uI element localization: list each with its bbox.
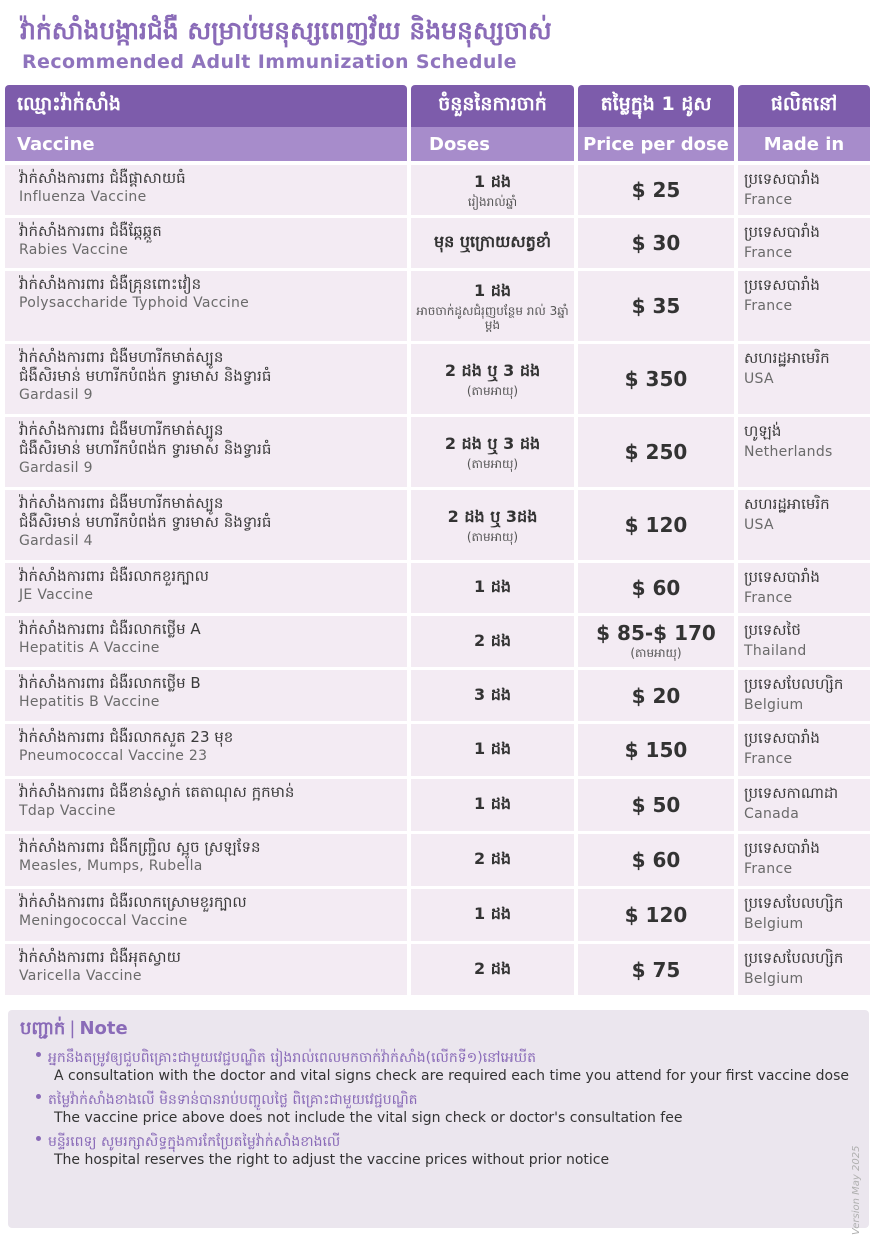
dose-value: 2 ដង ឬ 3 ដង: [444, 434, 541, 453]
made-in-en: France: [744, 861, 793, 877]
vaccine-name-cell: [5, 165, 407, 215]
dose-value: 1 ដង: [473, 904, 511, 923]
vaccine-name-cell: [5, 344, 407, 414]
vaccine-name-km: វ៉ាក់សាំងការពារ ជំងឺមហារីកមាត់ស្បូន: [19, 494, 224, 512]
vaccine-name-km: វ៉ាក់សាំងការពារ ជំងឺឆ្កែឆ្កួត: [19, 222, 162, 240]
vaccine-name-cell: [5, 779, 407, 831]
dose-cell: [411, 944, 574, 995]
made-in-km: ប្រទេសកាណាដា: [744, 784, 839, 802]
header-made-in: Made in: [738, 127, 870, 161]
dose-cell: [411, 344, 574, 414]
made-in-km: ប្រទេសបារាំង: [744, 223, 820, 241]
made-in-cell: [738, 271, 870, 341]
vaccine-name-en: Measles, Mumps, Rubella: [19, 858, 203, 874]
made-in-cell: [738, 417, 870, 487]
vaccine-name-cell: [5, 944, 407, 995]
made-in-km: សហរដ្ឋអាមេរិក: [744, 349, 830, 367]
dose-value: 1 ដង: [473, 577, 511, 596]
made-in-en: Netherlands: [744, 444, 833, 460]
note-box: [8, 1010, 869, 1228]
vaccine-name-en: Hepatitis B Vaccine: [19, 694, 160, 710]
dose-cell: [411, 889, 574, 941]
vaccine-name-en: Polysaccharide Typhoid Vaccine: [19, 295, 250, 311]
bullet-icon: [36, 1136, 41, 1141]
made-in-en: France: [744, 245, 793, 261]
note-item: [20, 1133, 857, 1169]
vaccine-name-en: Meningococcal Vaccine: [19, 913, 188, 929]
vaccine-name-en: Pneumococcal Vaccine 23: [19, 748, 208, 764]
price-value: $ 30: [631, 231, 681, 255]
vaccine-name-km: វ៉ាក់សាំងការពារ ជំងឺមហារីកមាត់ស្បូន: [19, 348, 224, 366]
made-in-km: ហូឡង់: [744, 422, 782, 440]
vaccine-name-cell: [5, 724, 407, 776]
dose-cell: [411, 779, 574, 831]
note-item-en: The vaccine price above does not include the vital sign check or doctor's consultation fee: [54, 1110, 683, 1126]
made-in-en: Thailand: [744, 643, 807, 659]
dose-value: 3 ដង: [473, 684, 511, 704]
table-row: [5, 670, 870, 721]
dose-note: រៀងរាល់ឆ្នាំ: [467, 195, 518, 209]
price-cell: [578, 724, 734, 776]
vaccine-name-km: វ៉ាក់សាំងការពារ ជំងឺរលាកថ្លើម A: [19, 620, 201, 638]
price-cell: [578, 670, 734, 721]
vaccine-name-cell: [5, 218, 407, 268]
made-in-en: Canada: [744, 806, 800, 822]
note-item-km: តម្លៃវ៉ាក់សាំងខាងលើ មិនទាន់បានរាប់បញ្ចូលថ្លៃ ពិគ្រោះជាមួយវេជ្ជបណ្ឌិត: [48, 1092, 418, 1108]
dose-value: 2 ដង ឬ 3 ដង: [444, 361, 541, 380]
dose-note: អាចចាក់ដូសជំរុញបន្ថែម រាល់ 3ឆ្នាំម្តង: [416, 304, 569, 332]
vaccine-name-en: JE Vaccine: [19, 587, 94, 603]
vaccine-name-km: វ៉ាក់សាំងការពារ ជំងឺមហារីកមាត់ស្បូន: [19, 421, 224, 439]
made-in-cell: [738, 670, 870, 721]
dose-note: (តាមអាយុ): [466, 530, 519, 544]
header-vaccine: Vaccine: [5, 127, 407, 161]
header-doses-km: ចំនួននៃការចាក់: [411, 85, 574, 127]
dose-cell: [411, 616, 574, 667]
bullet-icon: [36, 1052, 41, 1057]
dose-value: មុន ឬក្រោយសត្វខាំ: [434, 232, 551, 251]
dose-cell: [411, 218, 574, 268]
vaccine-name-cell: [5, 834, 407, 886]
table-row: [5, 417, 870, 487]
vaccine-name-en: Gardasil 4: [19, 533, 93, 549]
header-made-in-km: ផលិតនៅ: [738, 85, 870, 127]
vaccine-name-en: Gardasil 9: [19, 460, 93, 476]
dose-value: 2 ដង: [473, 958, 511, 978]
dose-value: 1 ដង: [473, 794, 511, 813]
vaccine-name-km: វ៉ាក់សាំងការពារ ជំងឺរលាកសួត 23 មុខ: [19, 728, 234, 746]
vaccine-name-cell: [5, 616, 407, 667]
vaccine-name-km: វ៉ាក់សាំងការពារ ជំងឺអុតស្វាយ: [19, 948, 181, 966]
vaccine-name-cell: [5, 889, 407, 941]
vaccine-name-km-line2: ជំងឺសិរមាន់ មហារីកបំពង់ក ទ្វារមាស និងទ្វារធំ: [19, 367, 272, 385]
made-in-en: USA: [744, 517, 774, 533]
made-in-cell: [738, 724, 870, 776]
price-cell: [578, 834, 734, 886]
note-item-km: មន្ទីរពេទ្យ សូមរក្សាសិទ្ធក្នុងការកែប្រែតម្លៃវ៉ាក់សាំងខាងលើ: [48, 1134, 341, 1150]
dose-cell: [411, 834, 574, 886]
dose-cell: [411, 724, 574, 776]
note-item-en: The hospital reserves the right to adjust the vaccine prices without prior notice: [54, 1152, 610, 1168]
table-body: [5, 165, 870, 995]
price-value: $ 85-$ 170: [596, 620, 716, 645]
vaccine-name-cell: [5, 490, 407, 560]
made-in-km: ប្រទេសបែលហ្សិក: [744, 894, 844, 912]
dose-cell: [411, 563, 574, 613]
vaccine-name-km: វ៉ាក់សាំងការពារ ជំងឺខាន់ស្លាក់ តេតាណុស ក្អកមាន់: [19, 783, 295, 801]
table-row: [5, 344, 870, 414]
made-in-en: Belgium: [744, 971, 804, 987]
dose-value: 1 ដង: [473, 739, 511, 758]
price-cell: [578, 779, 734, 831]
price-cell: [578, 563, 734, 613]
note-title-km: បញ្ជាក់: [20, 1018, 66, 1039]
price-value: $ 35: [631, 294, 681, 318]
note-title-en: Note: [79, 1018, 128, 1039]
price-value: $ 50: [631, 793, 681, 817]
dose-value: 2 ដង: [473, 849, 511, 868]
vaccine-name-km: វ៉ាក់សាំងការពារ ជំងឺកញ្ជ្រិល ស្អូច ស្រឡទែន: [19, 838, 261, 856]
dose-note: (តាមអាយុ): [466, 384, 519, 398]
price-value: $ 60: [631, 576, 681, 600]
made-in-cell: [738, 490, 870, 560]
dose-value: 1 ដង: [473, 172, 511, 191]
price-value: $ 60: [631, 848, 681, 872]
table-row: [5, 889, 870, 941]
bullet-icon: [36, 1094, 41, 1099]
made-in-km: ប្រទេសបារាំង: [744, 170, 820, 188]
vaccine-name-cell: [5, 271, 407, 341]
made-in-cell: [738, 344, 870, 414]
dose-cell: [411, 271, 574, 341]
price-value: $ 120: [624, 513, 688, 537]
vaccine-name-km: វ៉ាក់សាំងការពារ ជំងឺរលាកថ្លើម B: [19, 674, 201, 692]
made-in-km: សហរដ្ឋអាមេរិក: [744, 495, 830, 513]
price-value: $ 350: [624, 367, 688, 391]
made-in-en: France: [744, 751, 793, 767]
price-value: $ 75: [631, 957, 681, 982]
price-cell: [578, 165, 734, 215]
page-title: Recommended Adult Immunization Schedule: [22, 51, 517, 73]
made-in-km: ប្រទេសបារាំង: [744, 568, 820, 586]
made-in-cell: [738, 563, 870, 613]
vaccine-name-en: Tdap Vaccine: [19, 803, 116, 819]
price-value: $ 150: [624, 738, 688, 762]
price-cell: [578, 271, 734, 341]
made-in-cell: [738, 944, 870, 995]
price-value: $ 120: [624, 903, 688, 927]
made-in-km: ប្រទេសបែលហ្សិក: [744, 949, 844, 967]
table-header-english: [5, 127, 870, 161]
vaccine-name-km: វ៉ាក់សាំងការពារ ជំងឺរលាកខួរក្បាល: [19, 567, 209, 585]
made-in-km: ប្រទេសបារាំង: [744, 276, 820, 294]
vaccine-name-km: វ៉ាក់សាំងការពារ ជំងឺគ្រុនពោះវៀន: [19, 275, 202, 293]
vaccine-name-en: Hepatitis A Vaccine: [19, 640, 160, 656]
note-title-separator: |: [69, 1018, 76, 1039]
table-row: [5, 165, 870, 215]
price-value: $ 250: [624, 440, 688, 464]
price-note: (តាមអាយុ): [630, 645, 682, 660]
price-cell: [578, 218, 734, 268]
dose-value: 2 ដង: [473, 630, 511, 650]
made-in-km: ប្រទេសថៃ: [744, 621, 801, 639]
price-cell: [578, 889, 734, 941]
price-cell: [578, 417, 734, 487]
price-cell: [578, 616, 734, 667]
page-title-khmer: វ៉ាក់សាំងបង្ការជំងឺ សម្រាប់មនុស្សពេញវ័យ និងមនុស្សចាស់: [20, 16, 552, 45]
dose-note: (តាមអាយុ): [466, 457, 519, 471]
vaccine-name-en: Influenza Vaccine: [19, 189, 147, 205]
price-cell: [578, 490, 734, 560]
made-in-km: ប្រទេសបារាំង: [744, 729, 820, 747]
version-label: Version May 2025: [851, 1145, 862, 1235]
vaccine-name-en: Rabies Vaccine: [19, 242, 129, 258]
header-price: Price per dose: [578, 127, 734, 161]
vaccine-name-cell: [5, 670, 407, 721]
table-row: [5, 724, 870, 776]
dose-value: 2 ដង ឬ 3ដង: [447, 507, 538, 526]
dose-cell: [411, 165, 574, 215]
vaccine-name-cell: [5, 563, 407, 613]
table-row: [5, 490, 870, 560]
vaccine-name-en: Gardasil 9: [19, 387, 93, 403]
made-in-cell: [738, 616, 870, 667]
note-item-en: A consultation with the doctor and vital signs check are required each time you attend for your first vaccine dose: [54, 1068, 849, 1084]
vaccine-name-km-line2: ជំងឺសិរមាន់ មហារីកបំពង់ក ទ្វារមាស និងទ្វារធំ: [19, 440, 272, 458]
price-cell: [578, 344, 734, 414]
vaccine-name-en: Varicella Vaccine: [19, 968, 142, 984]
made-in-km: ប្រទេសបារាំង: [744, 839, 820, 857]
made-in-en: France: [744, 298, 793, 314]
header-vaccine-km: ឈ្មោះវ៉ាក់សាំង: [5, 85, 407, 127]
table-row: [5, 218, 870, 268]
table-row: [5, 616, 870, 667]
price-value: $ 20: [631, 683, 681, 708]
vaccine-name-cell: [5, 417, 407, 487]
note-item-km: អ្នកនឹងតម្រូវឲ្យជួបពិគ្រោះជាមួយវេជ្ជបណ្ឌិត រៀងរាល់ពេលមកចាក់វ៉ាក់សាំង(លើកទី១)នៅអេឃីត: [48, 1050, 537, 1066]
table-row: [5, 271, 870, 341]
made-in-en: France: [744, 590, 793, 606]
made-in-en: Belgium: [744, 916, 804, 932]
made-in-en: France: [744, 192, 793, 208]
header-price-km: តម្លៃក្នុង 1 ដូស: [578, 85, 734, 127]
price-value: $ 25: [631, 178, 681, 202]
table-row: [5, 944, 870, 995]
vaccine-name-km: វ៉ាក់សាំងការពារ ជំងឺរលាកស្រោមខួរក្បាល: [19, 893, 247, 911]
made-in-cell: [738, 889, 870, 941]
header-doses: Doses: [411, 127, 574, 161]
note-title: [20, 1016, 857, 1043]
made-in-km: ប្រទេសបែលហ្សិក: [744, 675, 844, 693]
made-in-cell: [738, 779, 870, 831]
dose-cell: [411, 490, 574, 560]
dose-value: 1 ដង: [473, 281, 511, 300]
price-cell: [578, 944, 734, 995]
table-row: [5, 779, 870, 831]
note-item: [20, 1049, 857, 1085]
note-item: [20, 1091, 857, 1127]
made-in-cell: [738, 834, 870, 886]
table-header-khmer: [5, 85, 870, 127]
vaccine-name-km: វ៉ាក់សាំងការពារ ជំងឺផ្តាសាយធំ: [19, 169, 186, 187]
made-in-en: USA: [744, 371, 774, 387]
table-row: [5, 563, 870, 613]
dose-cell: [411, 670, 574, 721]
vaccine-table: [5, 85, 870, 998]
table-row: [5, 834, 870, 886]
made-in-cell: [738, 165, 870, 215]
made-in-cell: [738, 218, 870, 268]
vaccine-name-km-line2: ជំងឺសិរមាន់ មហារីកបំពង់ក ទ្វារមាស និងទ្វារធំ: [19, 513, 272, 531]
dose-cell: [411, 417, 574, 487]
made-in-en: Belgium: [744, 697, 804, 713]
